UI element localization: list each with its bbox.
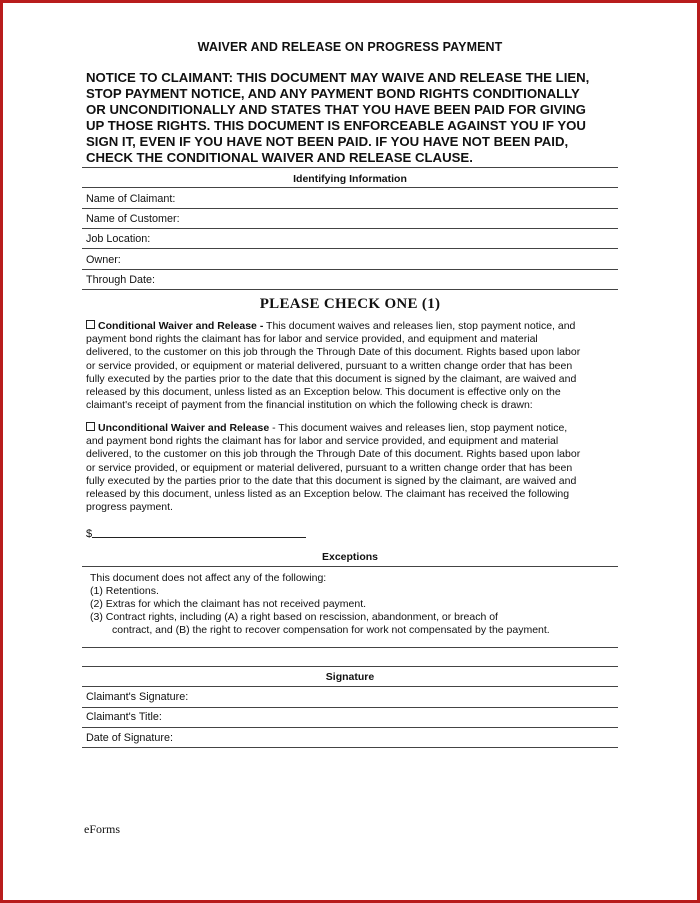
divider xyxy=(82,566,618,567)
conditional-checkbox[interactable] xyxy=(86,320,95,329)
divider xyxy=(82,208,618,209)
identifying-header: Identifying Information xyxy=(293,173,407,185)
unconditional-waiver-paragraph xyxy=(86,422,614,514)
customer-name-field[interactable]: Name of Customer: xyxy=(86,213,180,225)
divider xyxy=(82,647,618,648)
para-line: payment bond rights the claimant has for labor and service provided, and equipment and material xyxy=(86,333,538,346)
notice-line: CHECK THE CONDITIONAL WAIVER AND RELEASE CLAUSE. xyxy=(86,150,473,165)
para-text: - This document waives and releases lien, stop payment notice, xyxy=(269,422,568,434)
para-line: delivered, to the customer on this job through the Through Date of this document. Rights based upon labor xyxy=(86,346,581,359)
divider xyxy=(82,747,618,748)
exception-item: (3) Contract rights, including (A) a right based on rescission, abandonment, or breach of xyxy=(90,611,498,623)
divider xyxy=(82,686,618,687)
exceptions-list xyxy=(90,572,550,637)
para-line: fully executed by the parties prior to the date that this document is signed by the claimant, are waived and xyxy=(86,372,577,385)
claimant-name-field[interactable]: Name of Claimant: xyxy=(86,193,176,205)
notice-line: SIGN IT, EVEN IF YOU HAVE NOT BEEN PAID. IF YOU HAVE NOT BEEN PAID, xyxy=(86,134,569,149)
divider xyxy=(82,269,618,270)
claimant-signature-field[interactable]: Claimant's Signature: xyxy=(86,691,189,703)
signature-header: Signature xyxy=(325,671,375,683)
para-line: progress payment. xyxy=(86,501,173,514)
divider xyxy=(82,666,618,667)
notice-to-claimant xyxy=(86,70,626,166)
unconditional-checkbox[interactable] xyxy=(86,422,95,431)
signature-date-field[interactable]: Date of Signature: xyxy=(86,732,174,744)
conditional-waiver-paragraph xyxy=(86,320,614,412)
notice-line: OR UNCONDITIONALLY AND STATES THAT YOU HAVE BEEN PAID FOR GIVING xyxy=(86,102,586,117)
job-location-field[interactable]: Job Location: xyxy=(86,233,151,245)
para-line: released by this document, unless listed as an Exception below. The claimant has received the following xyxy=(86,488,570,501)
para-text: This document waives and releases lien, stop payment notice, and xyxy=(263,320,576,332)
para-line: or service provided, or equipment or material delivered, pursuant to a written change order that has been xyxy=(86,461,573,474)
divider xyxy=(82,289,618,290)
divider xyxy=(82,248,618,249)
divider xyxy=(82,167,618,168)
through-date-field[interactable]: Through Date: xyxy=(86,274,156,286)
divider xyxy=(82,228,618,229)
divider xyxy=(82,707,618,708)
owner-field[interactable]: Owner: xyxy=(86,254,121,266)
exception-item-continued: contract, and (B) the right to recover compensation for work not compensated by the payment. xyxy=(112,624,550,636)
payment-amount-field[interactable] xyxy=(86,527,306,540)
para-line xyxy=(86,422,614,435)
eforms-brand: eForms xyxy=(84,822,120,836)
para-line: delivered, to the customer on this job through the Through Date of this document. Rights based upon labor xyxy=(86,448,581,461)
para-line: claimant's receipt of payment from the financial institution on which the following check is drawn: xyxy=(86,399,533,412)
conditional-label: Conditional Waiver and Release - xyxy=(98,320,264,332)
exception-item: (1) Retentions. xyxy=(90,585,159,597)
para-line: released by this document, unless listed as an Exception below. This document is effective only on the xyxy=(86,386,561,399)
dollar-sign: $ xyxy=(86,528,93,540)
para-line: or service provided, or equipment or material delivered, pursuant to a written change order that has been xyxy=(86,359,573,372)
notice-line: UP THOSE RIGHTS. THIS DOCUMENT IS ENFORCEABLE AGAINST YOU IF YOU xyxy=(86,118,586,133)
notice-line: STOP PAYMENT NOTICE, AND ANY PAYMENT BOND RIGHTS CONDITIONALLY xyxy=(86,86,580,101)
unconditional-label: Unconditional Waiver and Release xyxy=(98,422,270,434)
amount-line[interactable] xyxy=(92,527,306,538)
para-line: and payment bond rights the claimant has for labor and service provided, and equipment and material xyxy=(86,435,559,448)
divider xyxy=(82,727,618,728)
exceptions-header: Exceptions xyxy=(321,551,379,563)
exception-intro: This document does not affect any of the following: xyxy=(90,572,327,584)
claimant-title-field[interactable]: Claimant's Title: xyxy=(86,711,162,723)
para-line xyxy=(86,320,614,333)
notice-line: NOTICE TO CLAIMANT: THIS DOCUMENT MAY WAIVE AND RELEASE THE LIEN, xyxy=(86,70,590,85)
document-title: WAIVER AND RELEASE ON PROGRESS PAYMENT xyxy=(197,40,503,54)
para-line: fully executed by the parties prior to the date that this document is signed by the claimant, are waived and xyxy=(86,474,577,487)
exception-item: (2) Extras for which the claimant has not received payment. xyxy=(90,598,367,610)
divider xyxy=(82,187,618,188)
check-one-title: PLEASE CHECK ONE (1) xyxy=(259,296,441,312)
